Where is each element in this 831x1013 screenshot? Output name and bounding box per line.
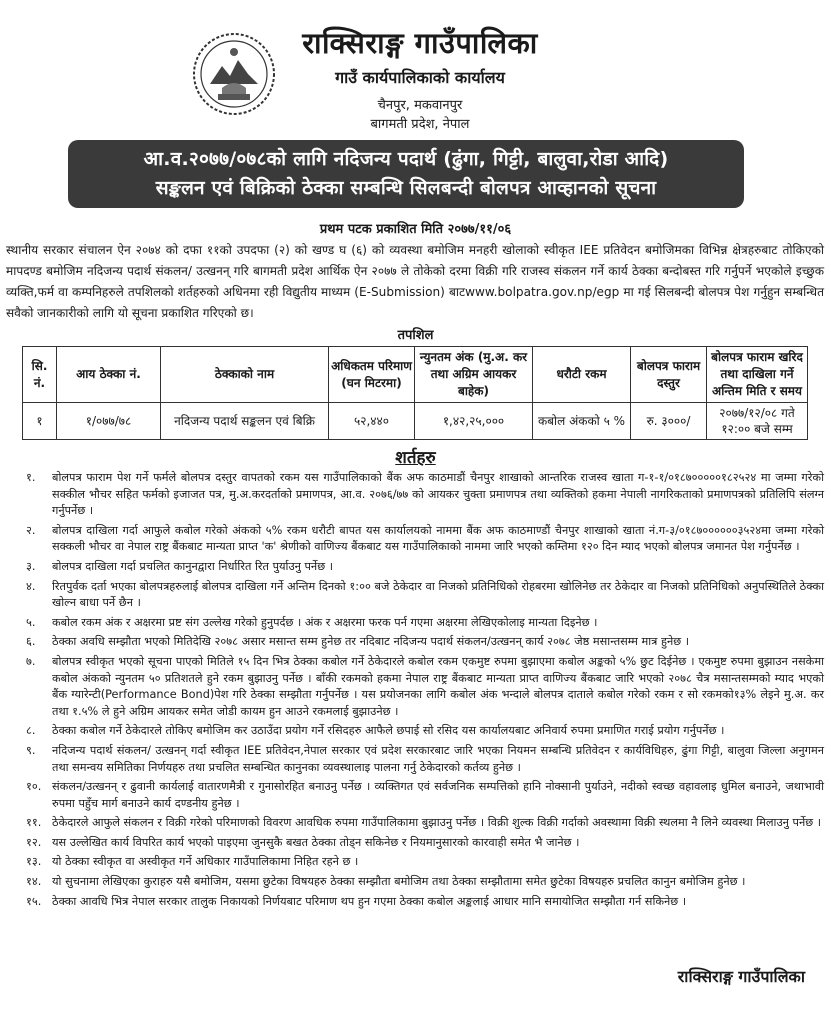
condition-text: नदिजन्य पदार्थ संकलन/ उत्खनन् गर्दा स्वीकृत IEE प्रतिवेदन,नेपाल सरकार एवं प्रदेश सरकारबाट जारि भएका नियमन सम्बन्धि प्रतिवेदन र कार्यविधिहरु, ढुंगा गिट्टी, बालुवा जिल्ला अनुगमन तथा समन्वय समितिका निर्णयहरु तथा प्रचलित सम्बन्धित कानुनका व्यवस्थालाइ पालना गर्नु ठेकेदारको कर्तव्य हुनेछ । (52, 743, 824, 774)
conditions-list (6, 470, 824, 913)
col-header-contract-no: आय ठेक्का नं. (57, 347, 161, 403)
condition-text: यो ठेक्का स्वीकृत वा अस्वीकृत गर्ने अधिकार गाउँपालिकामा निहित रहने छ । (52, 855, 359, 869)
banner-line-1: आ.व.२०७७/०७८को लागि नदिजन्य पदार्थ (ढुंगा, गिट्टी, बालुवा,रोडा आदि) (143, 148, 669, 170)
list-item (6, 854, 824, 871)
condition-text: रितपुर्वक दर्ता भएका बोलपत्रहरुलाई बोलपत्र दाखिला गर्ने अन्तिम दिनको १:०० बजे ठेकेदार वा निजको प्रतिनिधिको रोहबरमा खोलिनेछ तर ठेकेदार वा निजको प्रतिनिधिको अनुपस्थितिले ठेक्का खोल्न बाधा पर्ने छैन । (52, 579, 824, 610)
list-item (6, 874, 824, 891)
cell-deadline: २०७७/१२/०८ गते १२:०० बजे सम्म (707, 403, 808, 440)
condition-text: यस उल्लेखित कार्य विपरित कार्य भएको पाइएमा जुनसुकै बखत ठेक्का तोड्न सकिनेछ र नियमानुसारको कारवाही समेत भै जानेछ । (52, 835, 580, 849)
condition-text: यो सुचनामा लेखिएका कुराहरु यसै बमोजिम, यसमा छुटेका विषयहरु ठेक्का सम्झौता बमोजिम तथा ठेक्का सम्झौतामा समेत छुटेका विषयहरु प्रचलित कानुन बमोजिम हुनेछ । (52, 875, 746, 889)
condition-text: बोलपत्र फाराम पेश गर्ने फर्मले बोलपत्र दस्तुर वापतको रकम यस गाउँपालिकाको बैंक अफ काठमाडौं चैनपुर शाखाको आन्तरिक राजस्व खाता ग-१-१/०१८७०००००१८२५२४ मा जम्मा गरेको सक्कील भौचर सहित फर्मको इजाजत पत्र, मु.अ.करदर्ताको प्रमाणपत्र, आ.व. २०७६/७७ को आयकर चुक्ता प्रमाणपत्र तथा व्यक्तिको हकमा नेपाली नागरिकताको प्रमाणपत्रको प्रतिलिपि संलग्न गर्नुपर्नेछ । (52, 471, 824, 518)
condition-number: १२. (26, 835, 42, 849)
table-row (23, 403, 808, 440)
cell-deposit: कबोल अंकको ५ % (533, 403, 631, 440)
condition-text: बोलपत्र दाखिला गर्दा आफुले कबोल गरेको अंकको ५% रकम धरौटी बापत यस कार्यालयको नाममा बैंक अफ काठमाण्डौं चैनपुर शाखाको खाता नं.ग-३/०१८७००००००३५२४मा जम्मा गरेको सक्कली भौचर वा नेपाल राष्ट्र बैंकबाट मान्यता प्राप्त 'क' श्रेणीको वाणिज्य बैंकबाट यस गाउँपालिकाको नाममा जारि भएको कम्तिमा १२० दिन म्याद भएको बोलपत्र जमानत पेश गर्नुपर्नेछ । (52, 523, 824, 554)
cell-contract-no: १/०७७/७८ (57, 403, 161, 440)
cell-form-fee: रु. ३०००/ (631, 403, 707, 440)
list-item (6, 815, 824, 832)
conditions-title: शर्तहरु (395, 448, 436, 468)
condition-number: १५. (26, 894, 42, 908)
condition-text: बोलपत्र दाखिला गर्दा प्रचलित कानुनद्वारा निर्धारित रित पुर्याउनु पर्नेछ । (52, 559, 333, 573)
list-item (6, 579, 824, 612)
col-header-form-fee: बोलपत्र फाराम दस्तुर (631, 347, 707, 403)
list-item (6, 470, 824, 520)
cell-quantity: ५२,४४० (329, 403, 415, 440)
office-name: गाउँ कार्यपालिकाको कार्यालय (335, 68, 505, 87)
condition-number: १४. (26, 875, 42, 889)
list-item (6, 743, 824, 776)
condition-number: ९. (26, 743, 36, 757)
header-titles (270, 26, 570, 134)
nepal-emblem-icon (192, 32, 276, 116)
condition-number: ५. (26, 615, 36, 629)
list-item (6, 559, 824, 576)
condition-number: ७. (26, 654, 36, 668)
condition-text: बोलपत्र स्वीकृत भएको सूचना पाएको मितिले १५ दिन भित्र ठेक्का कबोल गर्ने ठेकेदारले कबोल रकम एकमुष्ट रुपमा बुझाएमा कबोल अङ्कको ५% छुट दिईनेछ । एकमुष्ट रुपमा बुझाउन नसकेमा कबोल अंकको न्युनतम ५० प्रतिशतले हुने रकम बुझाउनु पर्नेछ । बाँकी रकमको हकमा नेपाल राष्ट्र बैंकबाट मान्यता प्राप्त वाणिज्य बैंकबाट जारि भएको २०७८ चैत्र मसान्तसम्मको म्याद भएको बैंक ग्यारेन्टी(Performance Bond)पेश गरि ठेक्का सम्झौता गर्नुपर्नेछ । यस प्रयोजनका लागि कबोल अंक भन्दाले बोलपत्र दाताले कबोल गरेको रकम र सो रकमको१३% लेइने मु.अ. कर तथा १.५% ले हुने अग्रिम आयकर समेत जोडी कायम हुन आउने रकमलाई बुझाउनेछ । (52, 654, 824, 718)
address-line-1: चैनपुर, मकवानपुर (377, 98, 463, 113)
condition-text: ठेकेदारले आफुले संकलन र विक्री गरेको परिमाणको विवरण आवधिक रुपमा गाउँपालिकामा बुझाउनु पर्नेछ । विक्री शुल्क विक्री गर्दाको अवस्थामा विक्री स्थलमा नै लिने व्यवस्था मिलाउनु पर्नेछ । (52, 816, 822, 830)
list-item (6, 835, 824, 852)
col-header-sn: सि. नं. (23, 347, 57, 403)
condition-text: ठेक्का कबोल गर्ने ठेकेदारले तोकिए बमोजिम कर उठाउँदा प्रयोग गर्ने रसिदहरु आफैले छपाई सो रसिद यस कार्यालयबाट अनिवार्य रुपमा प्रमाणित गराई प्रयोग गर्नुपर्नेछ । (52, 724, 725, 738)
col-header-name: ठेक्काको नाम (161, 347, 329, 403)
list-item (6, 615, 824, 632)
condition-number: २. (26, 523, 36, 537)
condition-number: ६. (26, 635, 36, 649)
condition-number: १०. (26, 780, 42, 794)
cell-sn: १ (23, 403, 57, 440)
list-item (6, 654, 824, 720)
condition-text: ठेक्का आवधि भित्र नेपाल सरकार तालुक निकायको निर्णयबाट परिमाण थप हुन गएमा ठेक्का कबोल अङ्कलाई आधार मानि समायोजित सम्झौता गर्न सकिनेछ । (52, 894, 687, 908)
cell-name: नदिजन्य पदार्थ सङ्कलन एवं बिक्रि (161, 403, 329, 440)
condition-number: ११. (26, 816, 42, 830)
col-header-quantity: अधिकतम परिमाण (घन मिटरमा) (329, 347, 415, 403)
condition-number: ८. (26, 724, 36, 738)
org-name: राक्सिराङ्ग गाउँपालिका (302, 26, 538, 60)
condition-text: संकलन/उत्खनन् र ढुवानी कार्यलाई वातारणमैत्री र गुनासोरहित बनाउनु पर्नेछ । व्यक्तिगत एवं सर्वजनिक सम्पत्तिको हानि नोक्सानी पुर्याउने, नदीको स्वच्छ वहावलाइ धुमिल बनाउने, जथाभावी रुपमा पहुँच मार्ग बनाउने कार्य दण्डनीय हुनेछ । (52, 780, 824, 810)
list-item (6, 779, 824, 812)
condition-number: १. (26, 471, 36, 484)
list-item (6, 523, 824, 556)
notice-banner (68, 140, 744, 208)
list-item (6, 723, 824, 740)
col-header-deposit: धरौटी रकम (533, 347, 631, 403)
col-header-deadline: बोलपत्र फाराम खरिद तथा दाखिला गर्ने अन्तिम मिति र समय (707, 347, 808, 403)
cell-min-amount: १,४२,२५,००० (415, 403, 533, 440)
condition-number: ३. (26, 559, 36, 573)
intro-paragraph: स्थानीय सरकार संचालन ऐन २०७४ को दफा ११को उपदफा (२) को खण्ड घ (६) को व्यवस्था बमोजिम मनहरी खोलाको स्वीकृत IEE प्रतिवेदन बमोजिमका विभिन्न क्षेत्रहरुबाट तोकिएको मापदण्ड बमोजिम नदिजन्य पदार्थ संकलन/ उत्खनन् गरि बागमती प्रदेश आर्थिक ऐन २०७७ ले तोकेको दरमा विक्री गरि राजस्व संकलन गर्ने कार्य ठेक्का बन्दोबस्त गरि गर्नुपर्ने भएकोले इच्छुक व्यक्ति,फर्म वा कम्पनिहरुले तपशिलको शर्तहरुको अधिनमा रही विद्युतीय माध्यम (E-Submission) बाटwww.bolpatra.gov.np/egp मा गई सिलबन्दी बोलपत्र पेश गर्नुहुन सम्बन्धित सवैको जानकारीको लागि यो सूचना प्रकाशित गरिएको छ। (6, 243, 824, 320)
table-header-row (23, 347, 808, 403)
condition-number: ४. (26, 579, 36, 593)
banner-line-2: सङ्कलन एवं बिक्रिको ठेक्का सम्बन्धि सिलबन्दी बोलपत्र आव्हानको सूचना (155, 177, 657, 199)
address-line-2: बागमती प्रदेश, नेपाल (370, 117, 470, 132)
col-header-min-amount: न्युनतम अंक (मु.अ. कर तथा अग्रिम आयकर बाहेक) (415, 347, 533, 403)
condition-text: ठेक्का अवधि सम्झौता भएको मितिदेखि २०७८ असार मसान्त सम्म हुनेछ तर नदिबाट नदिजन्य पदार्थ संकलन/उत्खनन् कार्य २०७८ जेष्ठ मसान्तसम्म मात्र हुनेछ । (52, 635, 690, 649)
list-item (6, 634, 824, 651)
schedule-title: तपशिल (397, 328, 434, 343)
schedule-table (22, 346, 808, 440)
signature: राक्सिराङ्ग गाउँपालिका (677, 967, 805, 986)
condition-text: कबोल रकम अंक र अक्षरमा प्रष्ट संग उल्लेख गरेको हुनुपर्दछ । अंक र अक्षरमा फरक पर्न गएमा अक्षरमा लेखिएकोलाइ मान्यता दिइनेछ । (52, 615, 598, 629)
header (10, 8, 821, 138)
list-item (6, 894, 824, 911)
condition-number: १३. (26, 855, 42, 869)
publish-date: प्रथम पटक प्रकाशित मिति २०७७/११/०६ (319, 222, 512, 237)
